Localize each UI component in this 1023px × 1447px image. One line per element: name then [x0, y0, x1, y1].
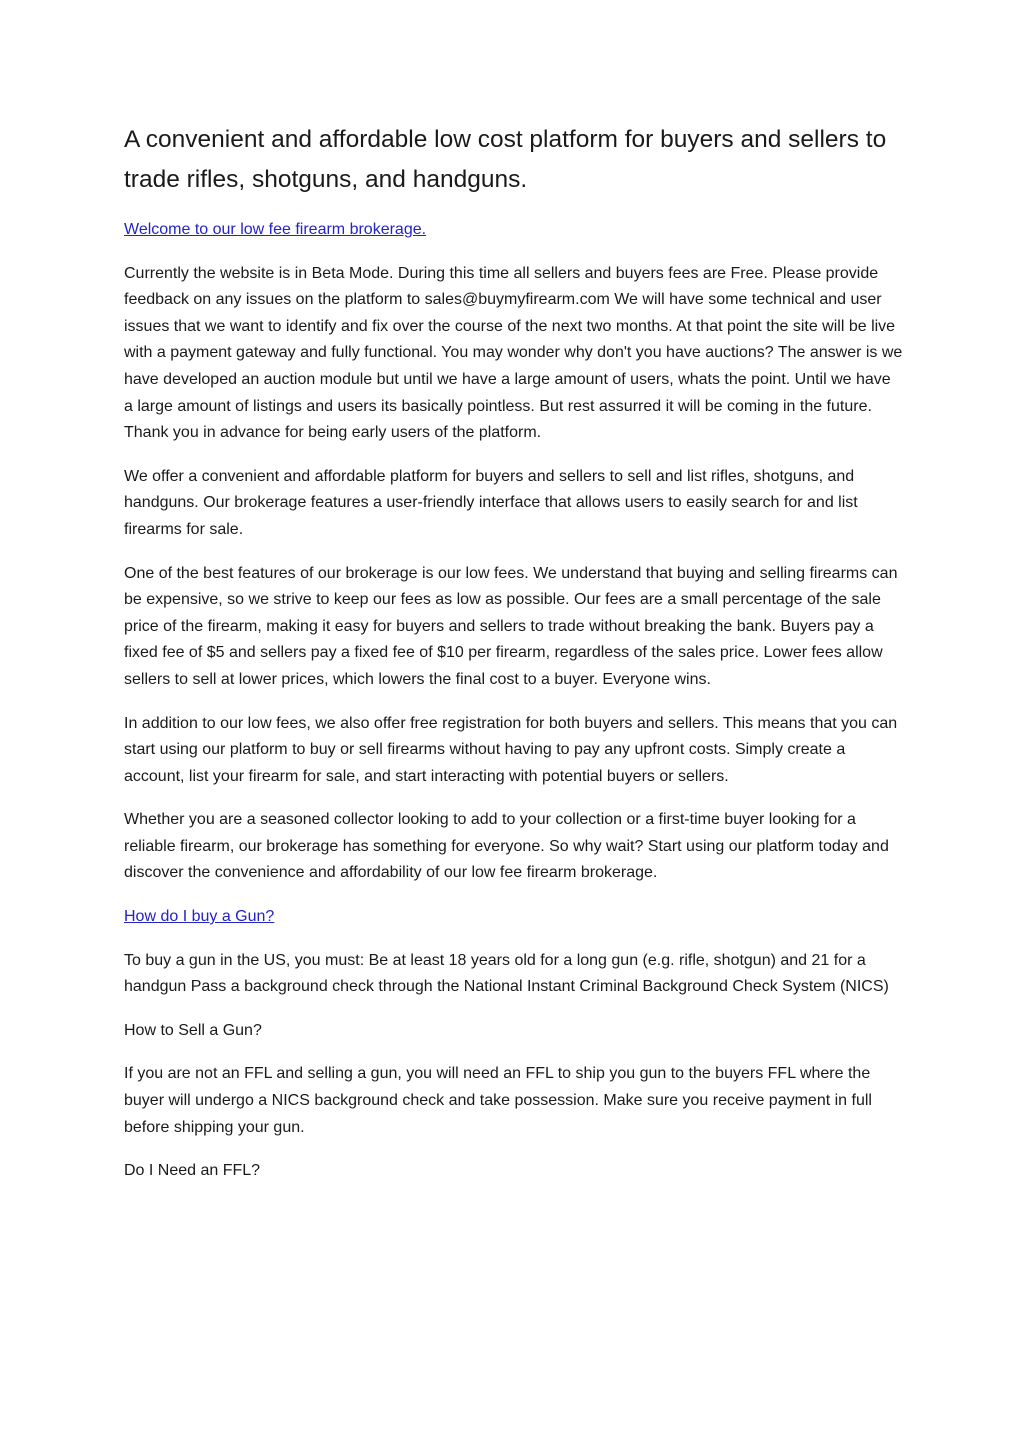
welcome-paragraph	[124, 217, 904, 244]
sell-gun-heading: How to Sell a Gun?	[124, 1021, 262, 1039]
page-title: A convenient and affordable low cost platform for buyers and sellers to trade rifles, shotguns, and handguns.	[124, 126, 887, 193]
ffl-heading: Do I Need an FFL?	[124, 1162, 261, 1180]
welcome-link[interactable]: Welcome to our low fee firearm brokerage.	[124, 221, 427, 238]
closing-paragraph: Whether you are a seasoned collector looking to add to your collection or a first-time buyer looking for a reliable firearm, our brokerage has something for everyone. So why wait? Start using our platform today and discover the convenience and affordability of our low fee firearm brokerage.	[124, 811, 889, 882]
document-page	[124, 120, 904, 1202]
free-registration-paragraph: In addition to our low fees, we also offer free registration for both buyers and sellers. This means that you can start using our platform to buy or sell firearms without having to pay any upfront costs. Simply create a account, list your firearm for sale, and start interacting with potential buyers or sellers.	[124, 714, 898, 785]
buy-gun-paragraph: To buy a gun in the US, you must: Be at least 18 years old for a long gun (e.g. rifle, shotgun) and 21 for a handgun Pass a background check through the National Instant Criminal Background Check System (NICS)	[124, 951, 889, 996]
buy-gun-heading	[124, 904, 904, 931]
beta-mode-paragraph: Currently the website is in Beta Mode. During this time all sellers and buyers fees are Free. Please provide feedback on any issues on the platform to sales@buymyfirearm.com We will have some technical and user issues that we want to identify and fix over the course of the next two months. At that point the site will be live with a payment gateway and fully functional. You may wonder why don't you have auctions? The answer is we have developed an auction module but until we have a large amount of users, whats the point. Until we have a large amount of listings and users its basically pointless. But rest assurred it will be coming in the future. Thank you in advance for being early users of the platform.	[124, 264, 903, 442]
platform-paragraph: We offer a convenient and affordable platform for buyers and sellers to sell and list rifles, shotguns, and handguns. Our brokerage features a user-friendly interface that allows users to easily search for and list firearms for sale.	[124, 467, 858, 538]
sell-gun-paragraph: If you are not an FFL and selling a gun, you will need an FFL to ship you gun to the buyers FFL where the buyer will undergo a NICS background check and take possession. Make sure you receive payment in full before shipping your gun.	[124, 1065, 872, 1136]
buy-gun-link[interactable]: How do I buy a Gun?	[124, 908, 275, 926]
low-fees-paragraph: One of the best features of our brokerage is our low fees. We understand that buying and selling firearms can be expensive, so we strive to keep our fees as low as possible. Our fees are a small percentage of the sale price of the firearm, making it easy for buyers and sellers to trade without breaking the bank. Buyers pay a fixed fee of $5 and sellers pay a fixed fee of $10 per firearm, regardless of the sales price. Lower fees allow sellers to sell at lower prices, which lowers the final cost to a buyer. Everyone wins.	[124, 564, 898, 688]
